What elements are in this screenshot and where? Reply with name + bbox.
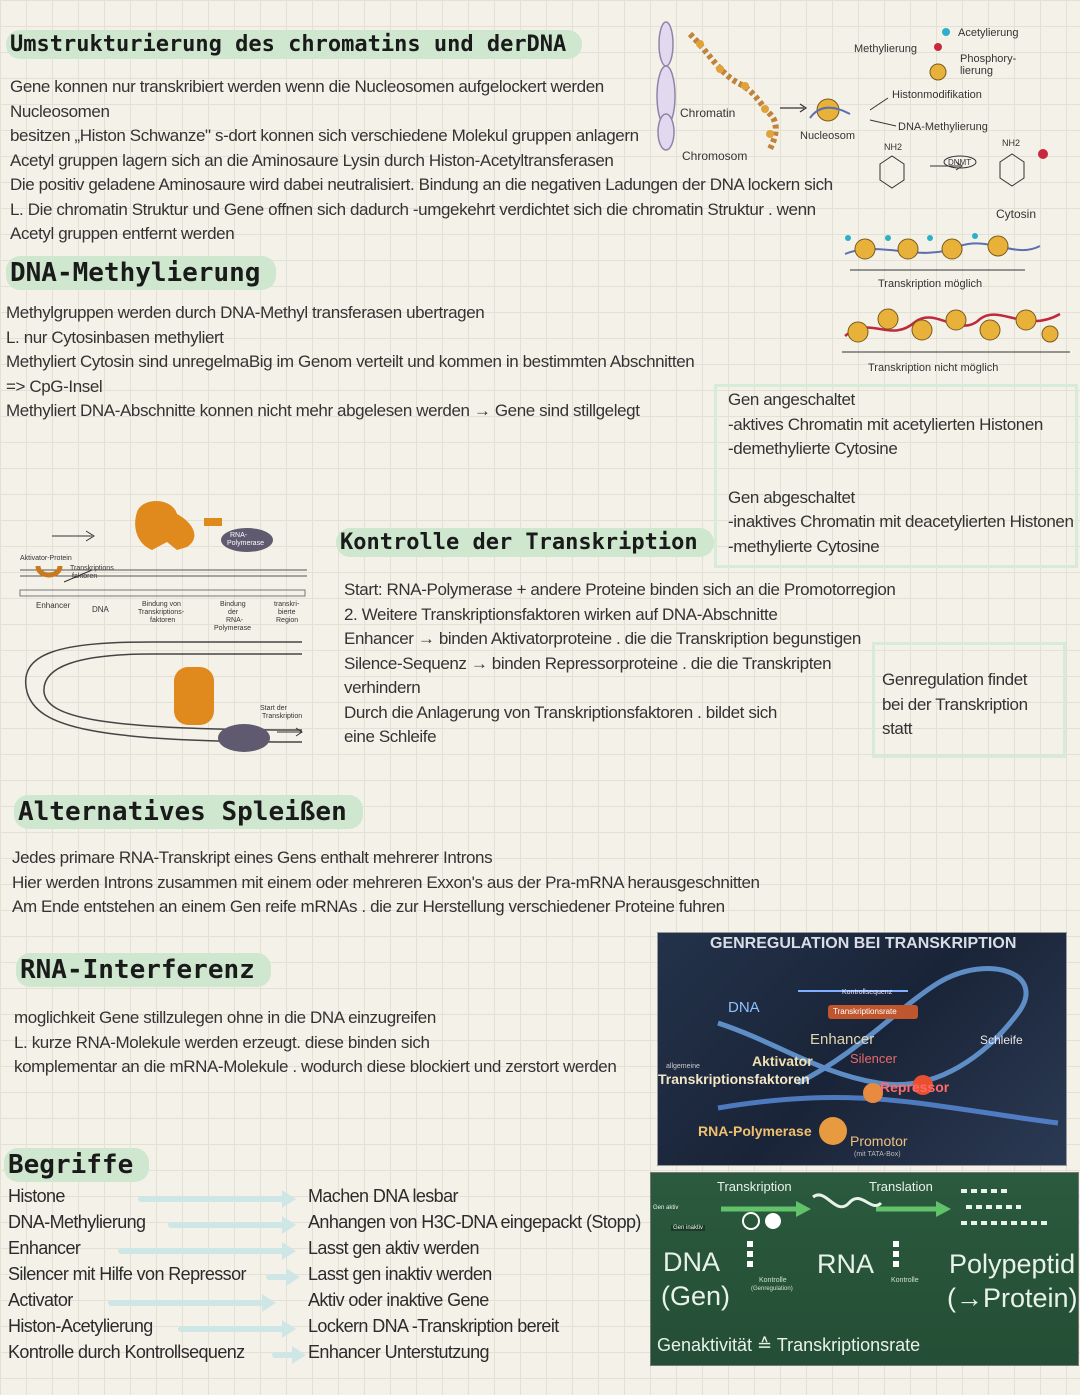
splicing-notes <box>12 846 760 920</box>
photo2-genregulation: (Genregulation) <box>751 1286 793 1292</box>
label-tf: Transkriptions <box>70 565 114 572</box>
methylation-notes <box>6 301 694 424</box>
photo-title: GENREGULATION BEI TRANSKRIPTION <box>710 935 1017 952</box>
label-bind-pol-4: Polymerase <box>214 625 251 632</box>
photo-schleife: Schleife <box>980 1033 1023 1047</box>
label-nucleosom: Nucleosom <box>800 130 856 142</box>
chromatin-fibre <box>690 34 776 149</box>
label-bind-tf-3: faktoren <box>150 617 176 624</box>
photo2-polypeptid: Polypeptid <box>949 1249 1076 1279</box>
label-histonmodifikation: Histonmodifikation <box>892 89 982 101</box>
photo2-transkription: Transkription <box>717 1179 792 1194</box>
term-row <box>8 1316 668 1342</box>
heading-chromatin: Umstrukturierung des chromatins und derDNA <box>6 30 582 59</box>
term-arrow <box>266 1274 288 1280</box>
text-line: moglichkeit Gene stillzulegen ohne in die DNA einzugreifen <box>14 1008 436 1027</box>
text-line: 2. Weitere Transkriptionsfaktoren wirken auf DNA-Abschnitte <box>344 604 778 624</box>
label-phosphorylierung: Phosphory- <box>960 53 1017 65</box>
term-name: DNA-Methylierung <box>8 1212 146 1232</box>
text-line: Die positiv geladene Aminosaure wird dabei neutralisiert. Bindung an die negativen Ladungen der DNA lockern sich <box>10 175 833 194</box>
term-meaning: Lasst gen inaktiv werden <box>308 1264 492 1284</box>
heading-terms: Begriffe <box>4 1148 149 1182</box>
term-arrow <box>138 1196 284 1202</box>
label-rna-pol: RNA- <box>230 532 248 539</box>
photo2-footer: Genaktivität ≙ Transkriptionsrate <box>657 1335 921 1355</box>
transcription-diagram <box>2 492 320 762</box>
photo-transkriptionsrate: Transkriptionsrate <box>833 1007 897 1016</box>
text-line: => CpG-Insel <box>6 376 103 396</box>
text-line: -methylierte Cytosine <box>728 536 880 556</box>
text-line: Nucleosomen <box>10 101 110 121</box>
term-meaning: Aktiv oder inaktive Gene <box>308 1290 489 1310</box>
photo2-rna: RNA <box>817 1249 875 1279</box>
label-region-3: Region <box>276 617 299 624</box>
text-line: komplementar an die mRNA-Molekule . wodurch diese blockiert und zerstort werden <box>14 1057 617 1076</box>
term-row <box>8 1342 668 1368</box>
photo-kontrollsequenz: Kontrollsequenz <box>842 989 893 996</box>
text-line: Silence-Sequenz → binden Repressorproteine . die die Transkripten <box>344 653 832 673</box>
photo2-protein: (→Protein) <box>947 1283 1078 1313</box>
photo-rna-pol: RNA-Polymerase <box>698 1123 812 1139</box>
photo-enhancer: Enhancer <box>810 1031 875 1048</box>
label-region: transkri- <box>274 601 300 608</box>
text-line: Gen abgeschaltet <box>728 487 855 507</box>
acetyl-marker <box>942 28 950 36</box>
term-arrow <box>272 1352 294 1358</box>
text-line: Am Ende entstehen an einem Gen reife mRNAs . die zur Herstellung verschiedener Proteine fuhren <box>12 897 725 916</box>
label-bind-tf-2: Transkriptions- <box>138 609 185 616</box>
label-dna: DNA <box>92 605 109 614</box>
term-meaning: Anhangen von H3C-DNA eingepackt (Stopp) <box>308 1212 641 1232</box>
chromatin-diagram <box>630 14 1075 384</box>
photo-aktivator: Aktivator <box>752 1053 813 1069</box>
text-line: Start: RNA-Polymerase + andere Proteine binden sich an die Promotorregion <box>344 580 896 599</box>
histone-icon <box>930 64 946 80</box>
label-rna-pol-2: Polymerase <box>227 540 264 547</box>
photo2-kontrolle-2: Kontrolle <box>891 1277 919 1284</box>
term-name: Enhancer <box>8 1238 81 1258</box>
label-dnmt: DNMT <box>948 158 972 167</box>
term-meaning: Lockern DNA -Transkription bereit <box>308 1316 559 1336</box>
term-meaning: Lasst gen aktiv werden <box>308 1238 479 1258</box>
photo-genregulation <box>657 932 1067 1166</box>
label-transkription-moeglich: Transkription möglich <box>878 278 983 290</box>
text-line: Genregulation findet <box>882 670 1028 689</box>
photo2-kontrolle: Kontrolle <box>759 1277 787 1284</box>
text-line: besitzen „Histon Schwanze" s-dort konnen sich verschiedene Molekul gruppen anlagern <box>10 126 639 145</box>
text-line: -aktives Chromatin mit acetylierten Histonen <box>728 414 1043 434</box>
text-line: Gene konnen nur transkribiert werden wenn die Nucleosomen aufgelockert werden <box>10 77 604 96</box>
text-line: Acetyl gruppen entfernt werden <box>10 224 235 243</box>
open-chromatin <box>845 233 1040 270</box>
gene-state-notes <box>728 388 1074 559</box>
mediator-protein <box>174 667 214 725</box>
label-bind-tf: Bindung von <box>142 601 181 608</box>
label-methylierung: Methylierung <box>854 43 917 55</box>
text-line: bei der Transkription <box>882 694 1028 714</box>
nucleosome-shape <box>810 99 850 121</box>
side-note <box>882 668 1028 742</box>
label-region-2: bierte <box>278 609 296 616</box>
heading-splicing: Alternatives Spleißen <box>14 795 363 829</box>
label-bind-pol-3: RNA- <box>226 617 244 624</box>
text-line: verhindern <box>344 678 421 697</box>
term-row <box>8 1238 668 1264</box>
text-line: Hier werden Introns zusammen mit einem oder mehreren Exxon's aus der Pra-mRNA herausgeschnitten <box>12 872 760 892</box>
text-line: statt <box>882 719 913 738</box>
transcription-factor-complex <box>135 501 194 550</box>
text-line: L. Die chromatin Struktur und Gene offnen sich dadurch -umgekehrt verdichtet sich die chromatin Struktur . wenn <box>10 199 816 219</box>
photo-silencer: Silencer <box>850 1051 897 1066</box>
photo-allgemeine: allgemeine <box>666 1063 700 1070</box>
interference-notes <box>14 1006 616 1080</box>
methyl-marker <box>934 43 942 51</box>
label-chromosom: Chromosom <box>682 149 748 163</box>
text-line: Jedes primare RNA-Transkript eines Gens enthalt mehrerer Introns <box>12 848 493 867</box>
text-line: eine Schleife <box>344 727 437 746</box>
text-line: Methylgruppen werden durch DNA-Methyl transferasen ubertragen <box>6 303 485 322</box>
text-line: -inaktives Chromatin mit deacetylierten Histonen <box>728 512 1074 531</box>
methyl-group-icon <box>1038 149 1048 159</box>
label-cytosin: Cytosin <box>996 207 1037 221</box>
chromosome-shape <box>657 22 675 150</box>
term-arrow <box>178 1326 284 1332</box>
label-bind-pol: Bindung <box>220 601 246 608</box>
term-arrow <box>168 1222 284 1228</box>
photo2-gen-inaktiv: Gen inaktiv <box>673 1225 704 1231</box>
text-line: L. nur Cytosinbasen methyliert <box>6 327 224 347</box>
label-start: Start der <box>260 705 287 712</box>
label-bind-pol-2: der <box>228 609 239 616</box>
label-nh2-2: NH2 <box>1002 138 1021 148</box>
heading-transcription: Kontrolle der Transkription <box>336 528 714 557</box>
photo-repressor: Repressor <box>880 1079 950 1095</box>
label-acetylierung: Acetylierung <box>958 27 1019 39</box>
label-enhancer: Enhancer <box>36 601 71 610</box>
photo2-gen-aktiv: Gen aktiv <box>653 1205 679 1211</box>
heading-methylation: DNA-Methylierung <box>6 256 276 290</box>
text-line: Gen angeschaltet <box>728 390 855 409</box>
label-transkription-nicht-moeglich: Transkription nicht möglich <box>868 362 999 374</box>
closed-chromatin <box>842 309 1070 352</box>
term-meaning: Enhancer Unterstutzung <box>308 1342 489 1362</box>
term-name: Activator <box>8 1290 73 1310</box>
photo2-gen: (Gen) <box>661 1281 731 1311</box>
text-line: L. kurze RNA-Molekule werden erzeugt. diese binden sich <box>14 1032 430 1052</box>
term-meaning: Machen DNA lesbar <box>308 1186 458 1206</box>
photo-tata: (mit TATA-Box) <box>854 1151 901 1158</box>
text-line: Acetyl gruppen lagern sich an die Aminosaure Lysin durch Histon-Acetyltransferasen <box>10 150 614 170</box>
term-row <box>8 1290 668 1316</box>
photo-dna: DNA <box>728 999 760 1016</box>
transcription-notes <box>344 578 895 750</box>
text-line: Methyliert DNA-Abschnitte konnen nicht mehr abgelesen werden → Gene sind stillgelegt <box>6 401 640 420</box>
photo-promotor: Promotor <box>850 1133 908 1149</box>
term-row <box>8 1186 668 1212</box>
label-aktivator: Aktivator-Protein <box>20 555 72 562</box>
label-dna-methylierung: DNA-Methylierung <box>898 121 988 133</box>
text-line: -demethylierte Cytosine <box>728 439 898 458</box>
photo2-dna: DNA <box>663 1247 721 1277</box>
label-chromatin: Chromatin <box>680 106 736 120</box>
rna-polymerase-loop <box>218 724 270 752</box>
term-name: Histon-Acetylierung <box>8 1316 153 1336</box>
label-start-2: Transkription <box>262 713 303 720</box>
photo-gene-expression <box>650 1172 1079 1366</box>
label-phosphorylierung-2: lierung <box>960 65 994 77</box>
term-name: Silencer mit Hilfe von Repressor <box>8 1264 246 1284</box>
term-arrow <box>118 1248 284 1254</box>
term-row <box>8 1264 668 1290</box>
label-tf-2: faktoren <box>72 573 98 580</box>
term-name: Histone <box>8 1186 65 1206</box>
term-row <box>8 1212 668 1238</box>
text-line: Methyliert Cytosin sind unregelmaBig im Genom verteilt und kommen in bestimmten Abschnitten <box>6 352 695 371</box>
text-line: Durch die Anlagerung von Transkriptionsfaktoren . bildet sich <box>344 702 777 722</box>
term-name: Kontrolle durch Kontrollsequenz <box>8 1342 245 1362</box>
heading-interference: RNA-Interferenz <box>16 953 271 987</box>
term-arrow <box>108 1300 264 1306</box>
photo2-translation: Translation <box>869 1179 933 1194</box>
photo-tf: Transkriptionsfaktoren <box>658 1071 810 1087</box>
label-nh2: NH2 <box>884 142 903 152</box>
text-line: Enhancer → binden Aktivatorproteine . die die Transkription begunstigen <box>344 629 861 648</box>
